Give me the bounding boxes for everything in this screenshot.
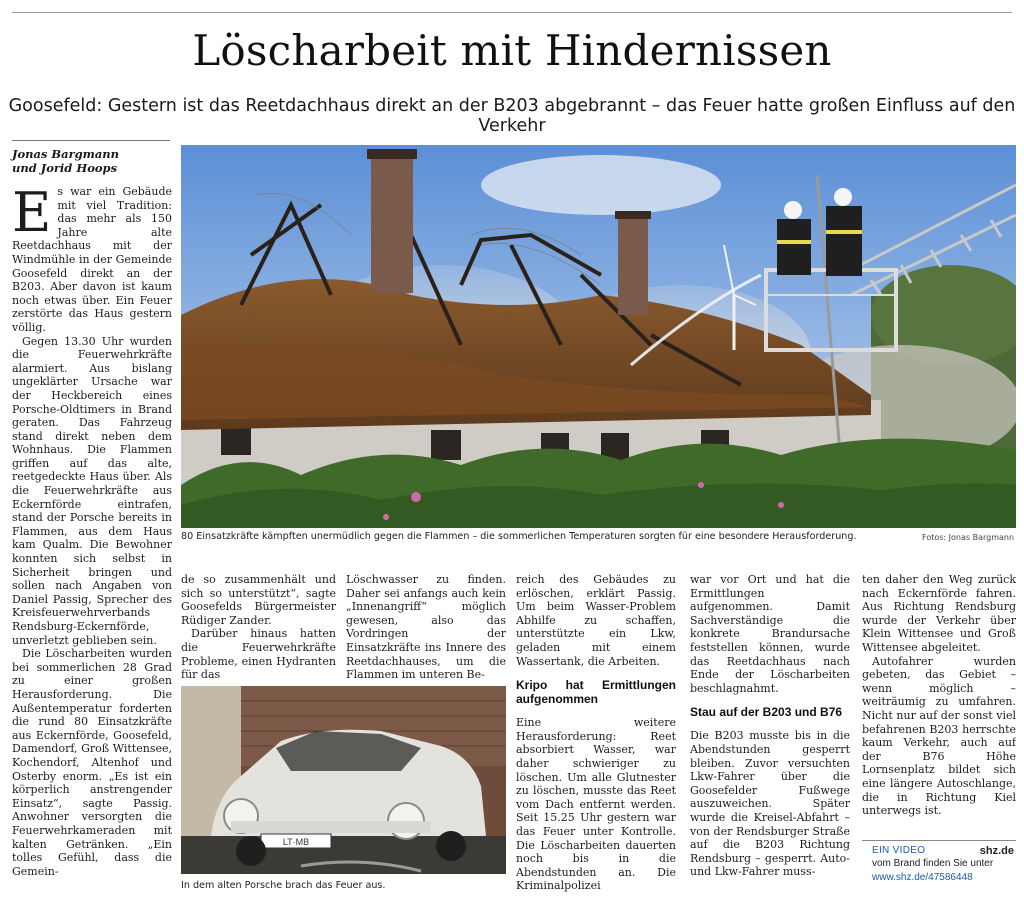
paragraph: s war ein Gebäude mit viel Tradition: das mehr als 150 Jahre alte Reetdachhaus mit der Windmühle in der Gemeinde Goosefeld direkt an der B203. Aber davon ist kaum noch etwas über. Ein Feuer zerstörte das Haus gestern völlig.	[12, 185, 172, 334]
column-5	[690, 573, 850, 897]
subheading-stau: Stau auf der B203 und B76	[690, 705, 843, 720]
porsche-photo-caption: In dem alten Porsche brach das Feuer aus.	[181, 880, 386, 891]
paragraph: Autofahrer wurden gebeten, das Gebiet – wenn möglich – weiträumig zu umfahren. Nicht nur auf der sonst viel befahrenen B203 herrschte kaum Verkehr, auch auf der B76 Höhe Lornsenplatz bildet sich eine längere Autoschlange, die in Richtung Kiel unterwegs ist.	[862, 654, 1016, 818]
paragraph: ten daher den Weg zurück nach Eckernförde fahren. Aus Richtung Rendsburg wurde der Verkehr über Klein Wittensee und Groß Wittensee abgeleitet.	[862, 573, 1016, 654]
paragraph: reich des Gebäudes zu erlöschen, erklärt Passig. Um beim Wasser-Problem Abhilfe zu schaffen, unterstützte ein Lkw, geladen mit einem Wassertank, die Arbeiten.	[516, 573, 676, 668]
column-6	[862, 573, 1016, 835]
subheading-kripo: Kripo hat Ermittlungen aufgenommen	[516, 678, 676, 707]
top-rule	[12, 12, 1012, 13]
byline-rule	[12, 140, 170, 141]
column-2	[181, 573, 336, 681]
paragraph: Löschwasser zu finden. Daher sei anfangs auch kein „Innenangriff“ möglich gewesen, also das Vordringen der Einsatzkräfte ins Innere des Reetdachhauses, um die Flammen im unteren Be-	[346, 573, 506, 681]
paragraph: de so zusammenhält und sich so unterstützt“, sagte Goosefelds Bürgermeister Rüdiger Zander.	[181, 573, 336, 627]
main-photo-caption: 80 Einsatzkräfte kämpften unermüdlich gegen die Flammen – die sommerlichen Temperaturen sorgten für eine besondere Herausforderung.	[181, 531, 857, 542]
video-info-box	[862, 840, 1016, 892]
paragraph: Die Löscharbeiten wurden bei sommerlichen 28 Grad zu einer großen Herausforderung. Die Außentemperatur forderten die rund 80 Einsatzkräfte aus Eckernförde, Goosefeld, Damendorf, Groß Wittensee, Kochendorf, Altenhof und Osterby enorm. „Es ist ein körperlich anstrengender Einsatz“, sagte Passig. Anwohner versorgten die Feuerwehrkameraden mit kalten Getränken. „Ein tolles Gefühl, dass die Gemein-	[12, 647, 172, 878]
author-2: und Jorid Hoops	[12, 161, 118, 175]
photo-credit: Fotos: Jonas Bargmann	[922, 533, 1015, 542]
column-1	[12, 185, 172, 897]
paragraph: war vor Ort und hat die Ermittlungen aufgenommen. Damit Sachverständige die konkrete Brandursache feststellen können, wurde das Reetdachhaus nach Ende der Löscharbeiten beschlagnahmt.	[690, 573, 850, 695]
byline	[12, 147, 172, 175]
video-box-text: vom Brand finden Sie unter	[872, 858, 994, 869]
author-1: Jonas Bargmann	[12, 147, 120, 161]
drop-cap: E	[12, 185, 52, 244]
column-4	[516, 573, 676, 897]
license-plate: LT·MB	[282, 837, 310, 847]
headline: Löscharbeit mit Hindernissen	[192, 26, 832, 75]
paragraph: Gegen 13.30 Uhr wurden die Feuerwehrkräfte alarmiert. Aus bislang ungeklärter Ursache war der Heckbereich eines Porsche-Oldtimers in Brand geraten. Das Fahrzeug stand direkt neben dem Wohnhaus. Die Flammen griffen auf das alte, reetgedeckte Haus über. Als die Feuerwehrkräfte aus Eckernförde eintrafen, stand der Porsche bereits in Flammen, aus dem Haus kam Qualm. Die Bewohner konnten sich selbst in Sicherheit bringen und sollen nach Angaben von Daniel Passig, Sprecher des Kreisfeuerwehrverbands Rendsburg-Eckernförde, unverletzt geblieben sein.	[12, 334, 172, 647]
video-box-title: EIN VIDEO	[872, 845, 926, 856]
paragraph: Die B203 musste bis in die Abendstunden gesperrt bleiben. Zuvor versuchten Lkw-Fahrer über die Goosefelder Fußwege auszuweichen. Später wurde die Kreisel-Abfahrt – von der Rendsburger Straße auf die B203 Richtung Rendsburg – gesperrt. Auto- und Lkw-Fahrer muss-	[690, 729, 850, 879]
porsche-photo	[181, 686, 506, 874]
video-link[interactable]: www.shz.de/47586448	[872, 872, 973, 883]
shz-logo: shz.de	[979, 845, 1014, 857]
subheadline: Goosefeld: Gestern ist das Reetdachhaus direkt an der B203 abgebrannt – das Feuer hatte großen Einfluss auf den Verkehr	[8, 96, 1016, 136]
paragraph: Darüber hinaus hatten die Feuerwehrkräfte Probleme, einen Hydranten für das	[181, 627, 336, 681]
paragraph: Eine weitere Herausforderung: Reet absorbiert Wasser, war daher schwieriger zu löschen. Um alle Glutnester zu löschen, musste das Reet vom Dach entfernt werden. Seit 15.25 Uhr gestern war das Feuer unter Kontrolle. Die Löscharbeiten dauerten noch bis in die Abendstunden an. Die Kriminalpolizei	[516, 716, 676, 893]
main-photo-fire	[181, 145, 1016, 528]
column-3	[346, 573, 506, 681]
